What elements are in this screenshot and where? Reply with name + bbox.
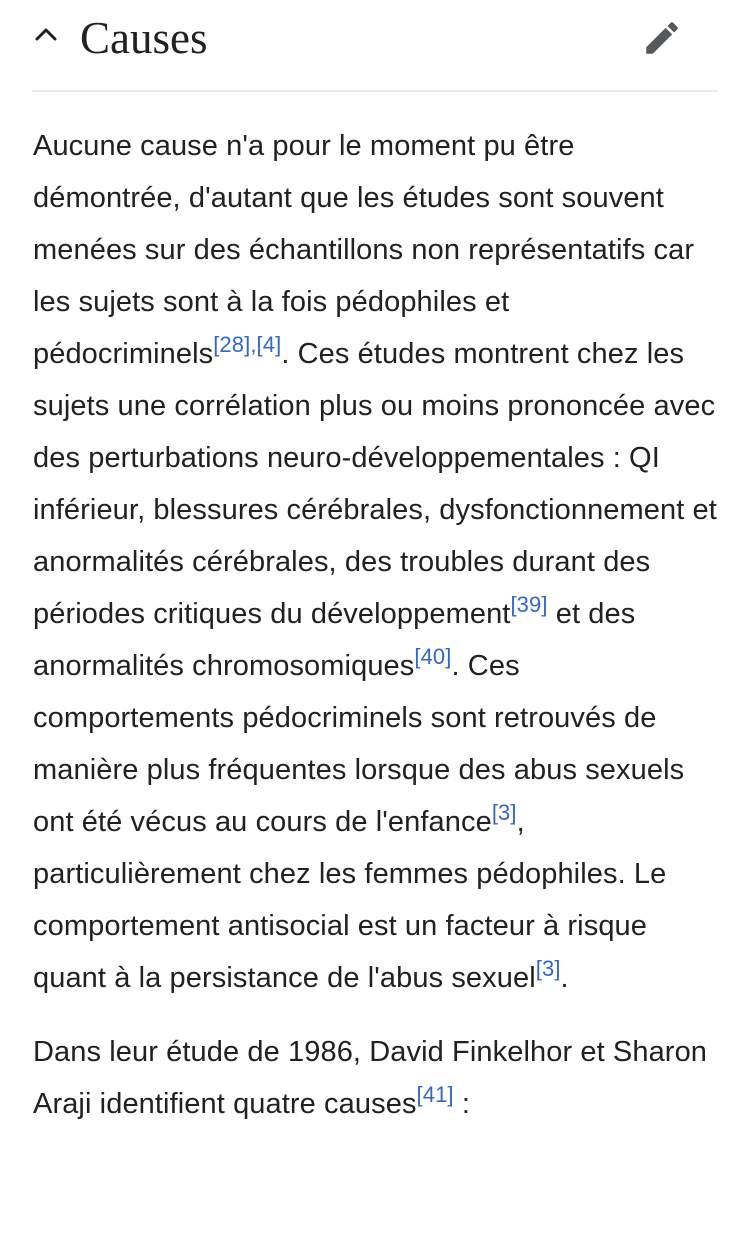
edit-section-button[interactable] xyxy=(636,14,688,62)
reference-link-3[interactable]: [3] xyxy=(491,800,517,825)
pencil-icon xyxy=(641,17,683,59)
reference-separator: , xyxy=(250,332,257,357)
text-segment: . Ces études montrent chez les sujets une corrélation plus ou moins prononcée avec des perturbations neuro-développementales : QI inférieur, blessures cérébrales, dysfonctionnement et anormalités cérébrales, des troubles durant des périodes critiques du développement xyxy=(33,338,717,630)
text-segment: Dans leur étude de 1986, David Finkelhor et Sharon Araji identifient quatre causes xyxy=(33,1036,708,1120)
section-title: Causes xyxy=(80,13,208,63)
text-segment: et des anormalités chromosomiques xyxy=(33,598,636,682)
text-segment: Aucune cause n'a pour le moment pu être démontrée, d'autant que les études sont souvent menées sur des échantillons non représentatifs car les sujets sont à la fois pédophiles et pédocriminels xyxy=(33,130,695,370)
section-header[interactable] xyxy=(32,0,718,92)
reference-link-39[interactable]: [39] xyxy=(510,592,548,617)
section-content xyxy=(33,120,723,1152)
reference-link-3[interactable]: [3] xyxy=(535,956,561,981)
text-segment: , particulièrement chez les femmes pédophiles. Le comportement antisocial est un facteur à risque quant à la persistance de l'abus sexuel xyxy=(33,806,667,994)
reference-link-40[interactable]: [40] xyxy=(414,644,452,669)
text-segment: . Ces comportements pédocriminels sont retrouvés de manière plus fréquentes lorsque des abus sexuels ont été vécus au cours de l'enfance xyxy=(33,650,685,838)
reference-link-28[interactable]: [28] xyxy=(213,332,251,357)
paragraph-finkelhor xyxy=(33,1026,723,1130)
reference-link-4[interactable]: [4] xyxy=(256,332,282,357)
text-segment: : xyxy=(453,1088,470,1120)
reference-link-41[interactable]: [41] xyxy=(416,1082,454,1107)
chevron-up-icon[interactable] xyxy=(34,22,58,46)
paragraph-causes xyxy=(33,120,723,1004)
text-segment: . xyxy=(560,962,569,994)
